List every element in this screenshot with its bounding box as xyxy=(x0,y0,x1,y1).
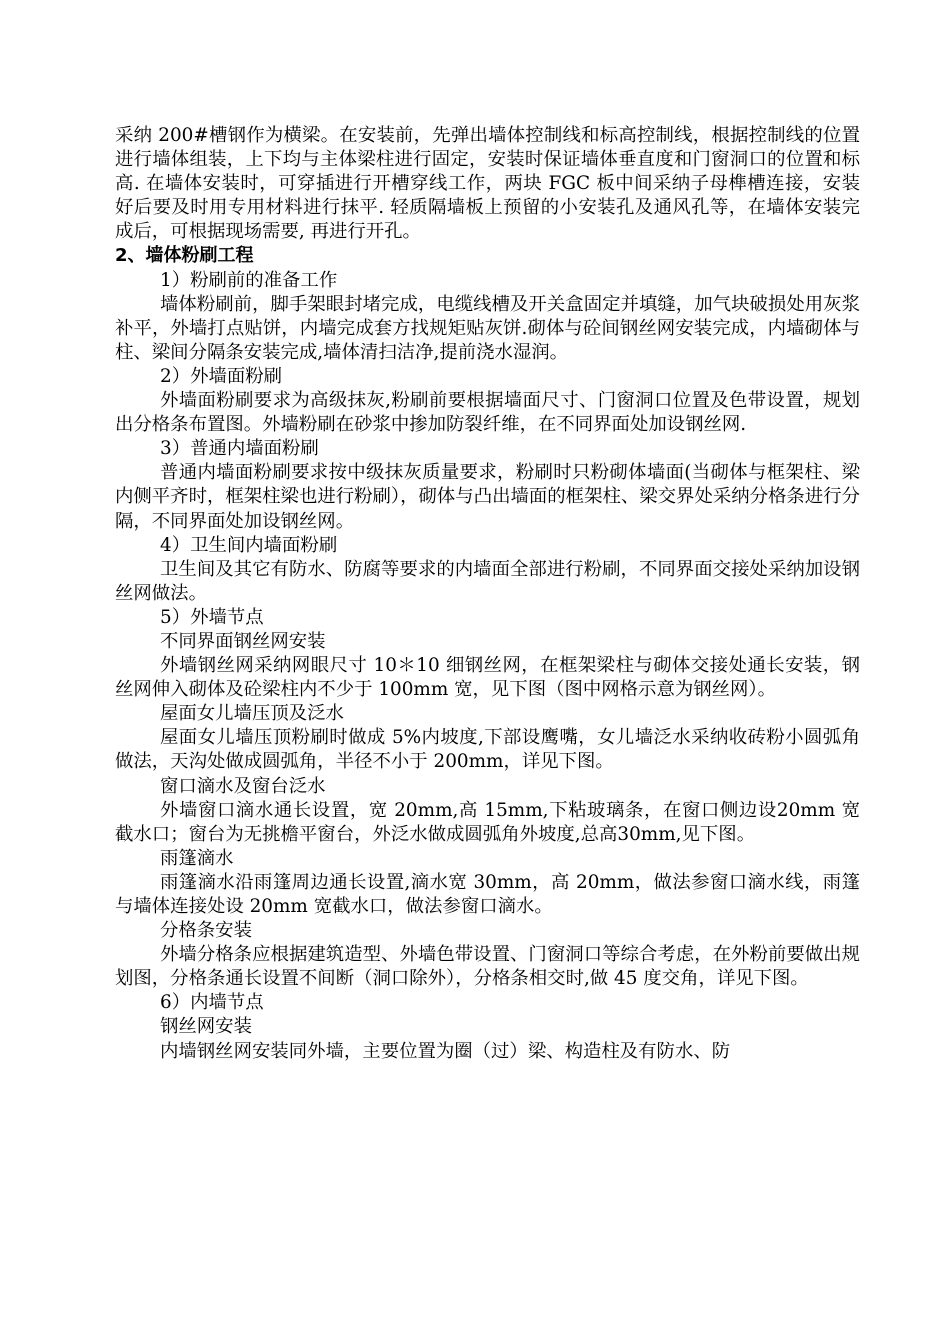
paragraph-4: 普通内墙面粉刷要求按中级抹灰质量要求，粉刷时只粉砌体墙面(当砌体与框架柱、梁内侧平齐时，框架柱梁也进行粉刷），砌体与凸出墙面的框架柱、梁交界处采纳分格条进行分隔，不同界面处加设钢丝网。 xyxy=(115,462,860,532)
paragraph-6: 外墙钢丝网采纳网眼尺寸 10＊10 细钢丝网，在框架梁柱与砌体交接处通长安装，钢丝网伸入砌体及砼梁柱内不少于 100mm 宽，见下图（图中网格示意为钢丝网）。 xyxy=(115,655,860,701)
paragraph-7: 屋面女儿墙压顶粉刷时做成 5%内坡度,下部设鹰嘴，女儿墙泛水采纳收砖粉小圆弧角做法，天沟处做成圆弧角，半径不小于 200mm，详见下图。 xyxy=(115,727,860,773)
subheading-3: 3）普通内墙面粉刷 xyxy=(160,438,319,460)
item-title-window-drip: 窗口滴水及窗台泛水 xyxy=(160,775,326,797)
item-title-divider-strip: 分格条安装 xyxy=(160,920,252,942)
paragraph-10: 外墙分格条应根据建筑造型、外墙色带设置、门窗洞口等综合考虑，在外粉前要做出规划图，分格条通长设置不间断（洞口除外），分格条相交时,做 45 度交角，详见下图。 xyxy=(115,944,860,990)
subheading-5: 5）外墙节点 xyxy=(160,606,264,628)
paragraph-8: 外墙窗口滴水通长设置，宽 20mm,高 15mm,下粘玻璃条，在窗口侧边设20mm 宽截水口；窗台为无挑檐平窗台，外泛水做成圆弧角外坡度,总高30mm,见下图。 xyxy=(115,799,860,845)
item-title-canopy-drip: 雨篷滴水 xyxy=(160,847,234,869)
subheading-6: 6）内墙节点 xyxy=(160,992,264,1014)
paragraph-1: 采纳 200#槽钢作为横梁。在安装前，先弹出墙体控制线和标高控制线，根据控制线的位置进行墙体组装，上下均与主体梁柱进行固定，安装时保证墙体垂直度和门窗洞口的位置和标高. 在墙体安装时，可穿插进行开槽穿线工作，两块 FGC 板中间采纳子母榫槽连接，安装好后要及时用专用材料进行抹平. 轻质隔墙板上预留的小安装孔及通风孔等，在墙体安装完成后，可根据现场需要, 再进行开孔。 xyxy=(115,125,860,243)
paragraph-3: 外墙面粉刷要求为高级抹灰,粉刷前要根据墙面尺寸、门窗洞口位置及色带设置，规划出分格条布置图。外墙粉刷在砂浆中掺加防裂纤维，在不同界面处加设钢丝网. xyxy=(115,390,860,436)
paragraph-2: 墙体粉刷前，脚手架眼封堵完成，电缆线槽及开关盒固定并填缝，加气块破损处用灰浆补平，外墙打点贴饼，内墙完成套方找规矩贴灰饼.砌体与砼间钢丝网安装完成，内墙砌体与柱、梁间分隔条安装完成,墙体清扫洁净,提前浇水湿润。 xyxy=(115,293,860,363)
subheading-4: 4）卫生间内墙面粉刷 xyxy=(160,534,338,556)
subheading-1: 1）粉刷前的准备工作 xyxy=(160,269,338,291)
paragraph-11: 内墙钢丝网安装同外墙，主要位置为圈（过）梁、构造柱及有防水、防 xyxy=(160,1040,731,1062)
item-title-interior-mesh: 钢丝网安装 xyxy=(160,1016,252,1038)
document-page xyxy=(115,124,860,1064)
subheading-2: 2）外墙面粉刷 xyxy=(160,365,283,387)
paragraph-9: 雨篷滴水沿雨篷周边通长设置,滴水宽 30mm，高 20mm，做法参窗口滴水线，雨篷与墙体连接处设 20mm 宽截水口，做法参窗口滴水。 xyxy=(115,871,860,917)
item-title-parapet: 屋面女儿墙压顶及泛水 xyxy=(160,703,344,725)
section-heading: 2、墙体粉刷工程 xyxy=(115,245,254,267)
item-title-mesh: 不同界面钢丝网安装 xyxy=(160,630,326,652)
paragraph-5: 卫生间及其它有防水、防腐等要求的内墙面全部进行粉刷，不同界面交接处采纳加设钢丝网做法。 xyxy=(115,558,860,604)
